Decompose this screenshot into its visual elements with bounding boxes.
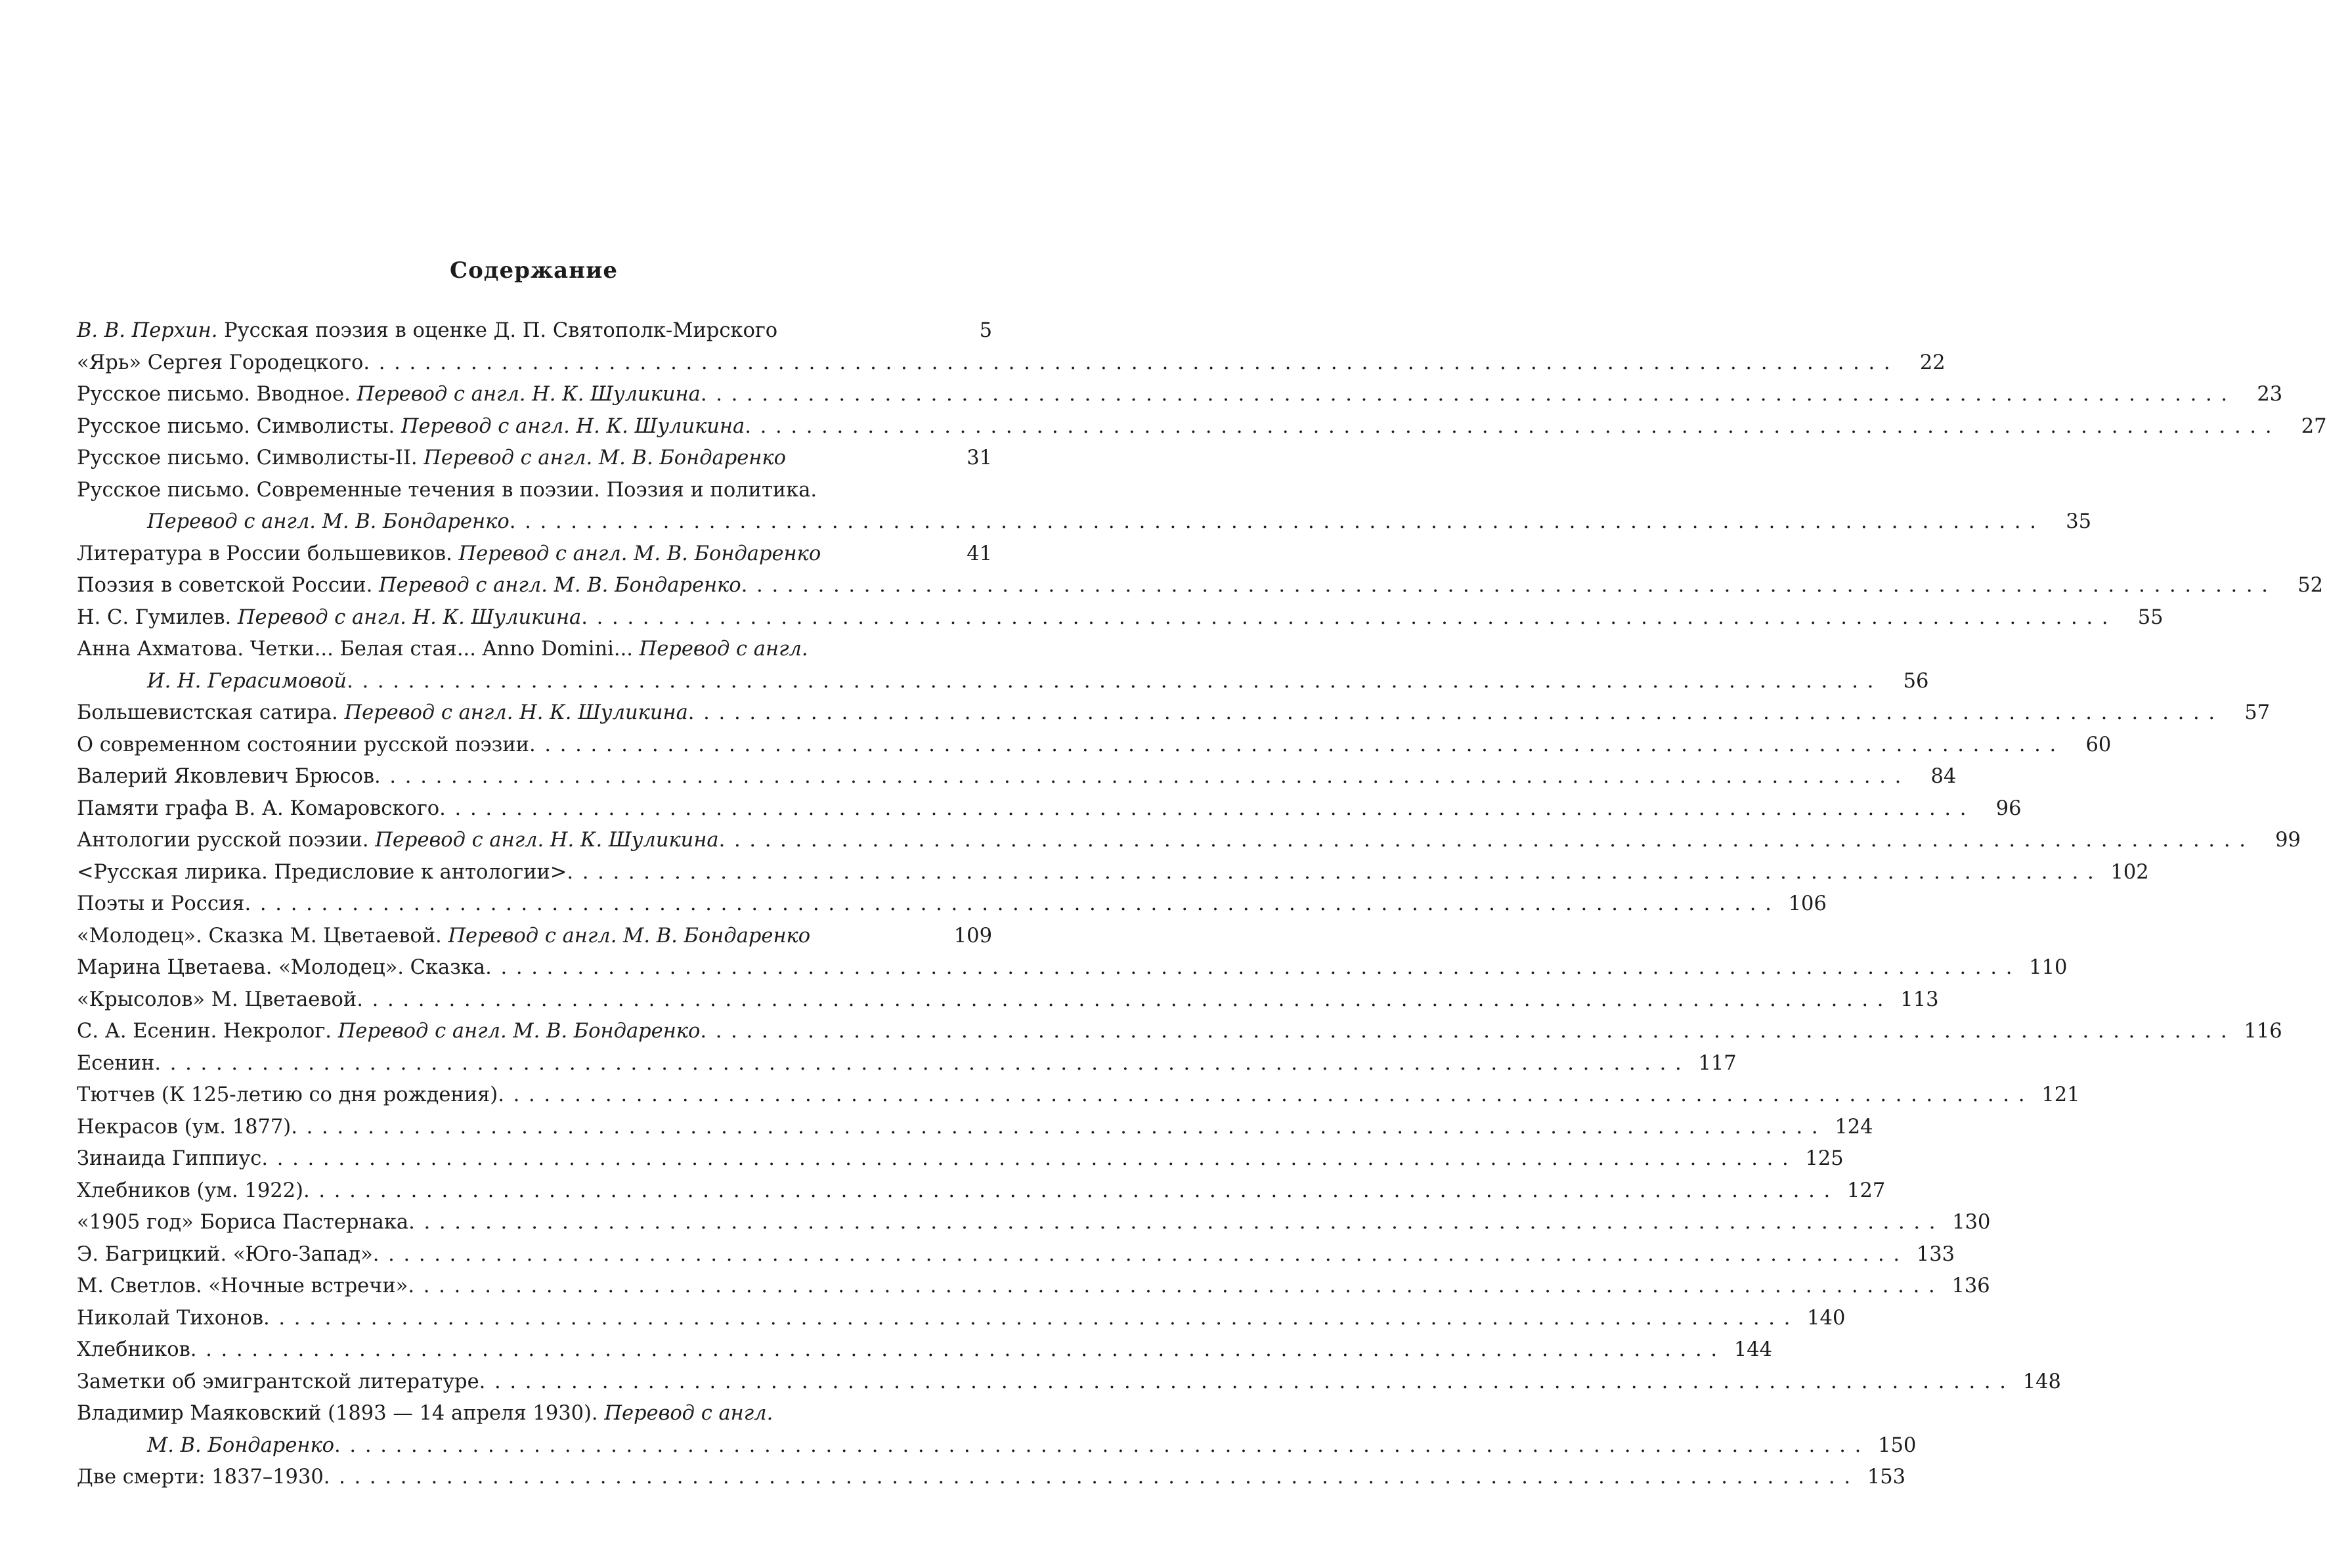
translator-note: М. В. Бондаренко — [147, 1433, 335, 1457]
entry-title: Анна Ахматова. Четки... Белая стая... Anno Domini... — [77, 638, 633, 661]
dot-leader — [373, 1239, 1901, 1271]
page-number: 96 — [1995, 796, 2022, 820]
dot-leader — [498, 1079, 2026, 1112]
toc-entry-line — [77, 1303, 1846, 1335]
dot-leader — [245, 888, 1773, 921]
entry-title: Хлебников (ум. 1922) — [77, 1179, 303, 1202]
entry-title: Антологии русской поэзии. — [77, 829, 369, 852]
entry-title: Владимир Маяковский (1893 — 14 апреля 1930). — [77, 1402, 598, 1425]
page-number: 144 — [1733, 1338, 1773, 1361]
entry-text — [77, 697, 688, 730]
translator-note: Перевод с англ. Н. К. Шуликина — [375, 829, 719, 852]
toc-entry-line — [77, 1048, 1737, 1080]
page-number: 23 — [2257, 383, 2283, 406]
toc-entry-line — [77, 888, 1827, 921]
entry-title: Зинаида Гиппиус — [77, 1147, 262, 1170]
entry-text — [77, 602, 581, 634]
entry-text — [77, 1112, 291, 1144]
page-number: 31 — [967, 446, 992, 469]
entry-text — [77, 570, 741, 602]
entry-title: Есенин — [77, 1051, 155, 1075]
toc-entry-line — [77, 1112, 1873, 1144]
entry-title: Некрасов (ум. 1877) — [77, 1115, 292, 1139]
toc-entry — [77, 921, 992, 953]
table-of-contents — [77, 315, 2327, 1494]
dot-leader — [777, 315, 938, 347]
toc-entry — [77, 1175, 1886, 1208]
page-number: 113 — [1900, 988, 1939, 1011]
translator-note: И. Н. Герасимовой — [147, 669, 347, 693]
entry-text — [77, 1239, 373, 1271]
page-number: 56 — [1903, 669, 1929, 693]
entry-text — [77, 379, 701, 411]
page-number: 130 — [1952, 1211, 1991, 1234]
toc-entry — [77, 1016, 2282, 1048]
page-number: 136 — [1951, 1274, 1990, 1297]
page-number: 84 — [1930, 765, 1957, 788]
entry-title: Хлебников — [77, 1338, 190, 1361]
translator-note: Перевод с англ. Н. К. Шуликина — [344, 701, 688, 724]
dot-leader — [334, 1430, 1862, 1462]
entry-text — [77, 1143, 261, 1175]
entry-title: Тютчев (К 125-летию со дня рождения) — [77, 1083, 498, 1106]
page-number: 140 — [1807, 1306, 1846, 1330]
toc-entry-line — [77, 921, 992, 953]
entry-text — [77, 1334, 190, 1366]
dot-leader — [324, 1462, 1852, 1494]
entry-title: Памяти графа В. А. Комаровского — [77, 796, 440, 820]
entry-text — [147, 666, 347, 698]
dot-leader — [786, 443, 938, 475]
entry-text — [77, 888, 245, 921]
dot-leader — [821, 538, 938, 571]
page-number: 99 — [2275, 829, 2301, 852]
dot-leader — [303, 1175, 1831, 1208]
toc-entry-line — [77, 443, 992, 475]
toc-entry-line — [77, 697, 2271, 730]
dot-leader — [408, 1271, 1936, 1303]
entry-title: Русское письмо. Символисты. — [77, 414, 395, 438]
toc-entry-line — [77, 1271, 1990, 1303]
toc-entry — [77, 379, 2283, 411]
dot-leader — [810, 921, 938, 953]
toc-entry — [77, 1048, 1737, 1080]
toc-entry — [77, 697, 2271, 730]
page-number: 57 — [2244, 701, 2271, 724]
entry-text — [77, 1016, 700, 1048]
dot-leader — [745, 411, 2273, 443]
entry-title: Марина Цветаева. «Молодец». Сказка — [77, 956, 486, 979]
page-number: 5 — [979, 319, 992, 342]
page-number: 116 — [2244, 1020, 2282, 1043]
toc-entry — [77, 1462, 1906, 1494]
dot-leader — [510, 506, 2037, 538]
toc-entry-line — [77, 411, 2327, 443]
toc-entry-line — [77, 1462, 1906, 1494]
entry-title: О современном состоянии русской поэзии — [77, 733, 529, 756]
page-title: Содержание — [450, 257, 618, 284]
toc-entry-line — [77, 1366, 2061, 1399]
toc-entry — [77, 952, 2068, 984]
toc-entry-line — [77, 1016, 2282, 1048]
page-number: 121 — [2041, 1083, 2080, 1106]
toc-entry-line — [77, 1239, 1955, 1271]
toc-entry — [77, 761, 1957, 793]
dot-leader — [357, 984, 1884, 1016]
page-number: 102 — [2110, 860, 2149, 884]
entry-title: Поэты и Россия — [77, 892, 245, 915]
toc-entry — [77, 1239, 1955, 1271]
toc-entry — [77, 1303, 1846, 1335]
toc-entry — [77, 888, 1827, 921]
toc-entry — [77, 347, 1946, 380]
page-number: 153 — [1867, 1466, 1906, 1489]
entry-title: Две смерти: 1837–1930 — [77, 1466, 324, 1489]
translator-note: Перевод с англ. М. В. Бондаренко — [337, 1020, 701, 1043]
toc-entry-line — [77, 730, 2112, 762]
toc-entry — [77, 730, 2112, 762]
toc-entry — [77, 1112, 1873, 1144]
toc-entry — [77, 570, 2323, 602]
entry-title: Николай Тихонов — [77, 1306, 264, 1330]
toc-entry — [77, 538, 992, 571]
page-number: 41 — [967, 542, 992, 565]
entry-author: В. В. Перхин. — [77, 319, 218, 342]
toc-entry-line — [77, 825, 2301, 857]
entry-title: Русское письмо. Современные течения в поэзии. Поэзия и политика. — [77, 478, 817, 502]
dot-leader — [190, 1334, 1718, 1366]
entry-text — [77, 1079, 498, 1112]
dot-leader — [408, 1207, 1936, 1239]
toc-entry — [77, 1334, 1773, 1366]
toc-entry-line — [77, 379, 2283, 411]
toc-entry — [77, 602, 2164, 634]
translator-note: Перевод с англ. М. В. Бондаренко — [378, 574, 741, 597]
toc-entry-line — [77, 1430, 1917, 1462]
dot-leader — [154, 1048, 1682, 1080]
dot-leader — [479, 1366, 2007, 1399]
entry-title: Валерий Яковлевич Брюсов — [77, 765, 375, 788]
page-number: 109 — [953, 924, 992, 947]
toc-entry-line — [77, 761, 1957, 793]
page-number: 127 — [1847, 1179, 1886, 1202]
entry-title: <Русская лирика. Предисловие к антологии> — [77, 860, 567, 884]
page-number: 55 — [2137, 605, 2164, 629]
dot-leader — [581, 602, 2109, 634]
dot-leader — [700, 1016, 2228, 1048]
entry-text — [77, 1462, 324, 1494]
toc-entry — [77, 315, 992, 347]
page-number: 60 — [2085, 733, 2112, 756]
toc-entry — [77, 857, 2149, 889]
toc-entry-line — [77, 1079, 2080, 1112]
page-number: 125 — [1805, 1147, 1844, 1170]
translator-note: Перевод с англ. М. В. Бондаренко — [424, 446, 786, 469]
translator-note: Перевод с англ. М. В. Бондаренко — [458, 542, 821, 565]
entry-title: Н. С. Гумилев. — [77, 605, 232, 629]
toc-entry — [77, 793, 2022, 825]
toc-entry-line — [77, 475, 992, 507]
dot-leader — [701, 379, 2229, 411]
page-number: 27 — [2301, 414, 2327, 438]
entry-text — [77, 921, 810, 953]
dot-leader — [741, 570, 2269, 602]
toc-entry-line — [77, 538, 992, 571]
entry-text — [77, 984, 357, 1016]
dot-leader — [688, 697, 2216, 730]
toc-entry — [77, 1271, 1990, 1303]
dot-leader — [363, 347, 1891, 380]
entry-text — [77, 1303, 263, 1335]
toc-entry-line — [77, 602, 2164, 634]
toc-entry — [77, 411, 2327, 443]
toc-entry-line — [77, 1334, 1773, 1366]
translator-note: Перевод с англ. Н. К. Шуликина — [357, 383, 701, 406]
translator-note: Перевод с англ. — [604, 1402, 773, 1425]
page-number: 124 — [1835, 1115, 1873, 1139]
page-number: 133 — [1916, 1242, 1955, 1266]
toc-entry-line — [77, 506, 2092, 538]
dot-leader — [529, 730, 2057, 762]
toc-entry-line — [77, 793, 2022, 825]
entry-text — [77, 952, 485, 984]
translator-note: Перевод с англ. М. В. Бондаренко — [147, 510, 510, 533]
toc-entry-line — [77, 347, 1946, 380]
toc-entry-line — [77, 1143, 1844, 1175]
toc-entry-line — [77, 666, 1929, 698]
entry-text — [77, 315, 777, 347]
entry-title: Русское письмо. Вводное. — [77, 383, 351, 406]
entry-title: Э. Багрицкий. «Юго-Запад» — [77, 1242, 373, 1266]
toc-entry — [77, 475, 2092, 538]
toc-entry-line — [77, 570, 2323, 602]
entry-text — [77, 411, 745, 443]
translator-note: Перевод с англ. М. В. Бондаренко — [448, 924, 811, 947]
entry-title: Большевистская сатира. — [77, 701, 338, 724]
toc-entry-line — [77, 984, 1939, 1016]
entry-title: «Крысолов» М. Цветаевой — [77, 988, 357, 1011]
page-number: 106 — [1788, 892, 1827, 915]
translator-note: Перевод с англ. Н. К. Шуликина — [401, 414, 745, 438]
toc-entry-line — [77, 315, 992, 347]
toc-entry — [77, 1143, 1844, 1175]
entry-text — [77, 825, 719, 857]
translator-note: Перевод с англ. — [639, 638, 808, 661]
page-number: 148 — [2022, 1370, 2061, 1393]
entry-text — [77, 1366, 479, 1399]
entry-text — [77, 538, 821, 571]
toc-entry — [77, 825, 2301, 857]
toc-entry-line — [77, 952, 2068, 984]
toc-entry — [77, 984, 1939, 1016]
dot-leader — [719, 825, 2247, 857]
toc-entry — [77, 1079, 2080, 1112]
entry-text — [77, 1271, 408, 1303]
translator-note: Перевод с англ. Н. К. Шуликина — [237, 605, 582, 629]
toc-entry-line — [77, 1398, 992, 1430]
entry-title: Литература в России большевиков. — [77, 542, 452, 565]
entry-title: Заметки об эмигрантской литературе — [77, 1370, 479, 1393]
dot-leader — [439, 793, 1967, 825]
entry-title: «Молодец». Сказка М. Цветаевой. — [77, 924, 442, 947]
dot-leader — [567, 857, 2095, 889]
dot-leader — [263, 1303, 1791, 1335]
toc-entry — [77, 1207, 1991, 1239]
dot-leader — [374, 761, 1902, 793]
dot-leader — [261, 1143, 1789, 1175]
toc-entry — [77, 1398, 1917, 1462]
toc-entry-line — [77, 1175, 1886, 1208]
entry-text — [77, 1207, 408, 1239]
toc-entry-line — [77, 857, 2149, 889]
entry-title: Поэзия в советской России. — [77, 574, 373, 597]
page-number: 35 — [2066, 510, 2092, 533]
toc-entry-line — [77, 634, 992, 666]
page-number: 117 — [1698, 1051, 1737, 1075]
toc-entry — [77, 443, 992, 475]
dot-leader — [347, 666, 1875, 698]
entry-text — [147, 1430, 334, 1462]
dot-leader — [485, 952, 2013, 984]
toc-entry — [77, 634, 1929, 697]
entry-text — [77, 1048, 154, 1080]
entry-title: «1905 год» Бориса Пастернака — [77, 1211, 409, 1234]
entry-text — [77, 761, 374, 793]
toc-entry — [77, 1366, 2061, 1399]
dot-leader — [291, 1112, 1819, 1144]
page-number: 52 — [2297, 574, 2323, 597]
entry-title: М. Светлов. «Ночные встречи» — [77, 1274, 408, 1297]
entry-text — [77, 443, 786, 475]
page-number: 110 — [2029, 956, 2068, 979]
entry-text — [77, 347, 363, 380]
page-number: 150 — [1878, 1433, 1917, 1457]
page-number: 22 — [1919, 351, 1946, 374]
entry-text — [77, 1175, 303, 1208]
entry-title: Русское письмо. Символисты-II. — [77, 446, 418, 469]
entry-title: Русская поэзия в оценке Д. П. Святополк-Мирского — [224, 319, 778, 342]
entry-text — [77, 793, 439, 825]
entry-text — [77, 730, 529, 762]
entry-title: С. А. Есенин. Некролог. — [77, 1020, 332, 1043]
entry-text — [147, 506, 510, 538]
entry-text — [77, 857, 567, 889]
entry-title: «Ярь» Сергея Городецкого — [77, 351, 364, 374]
toc-entry-line — [77, 1207, 1991, 1239]
